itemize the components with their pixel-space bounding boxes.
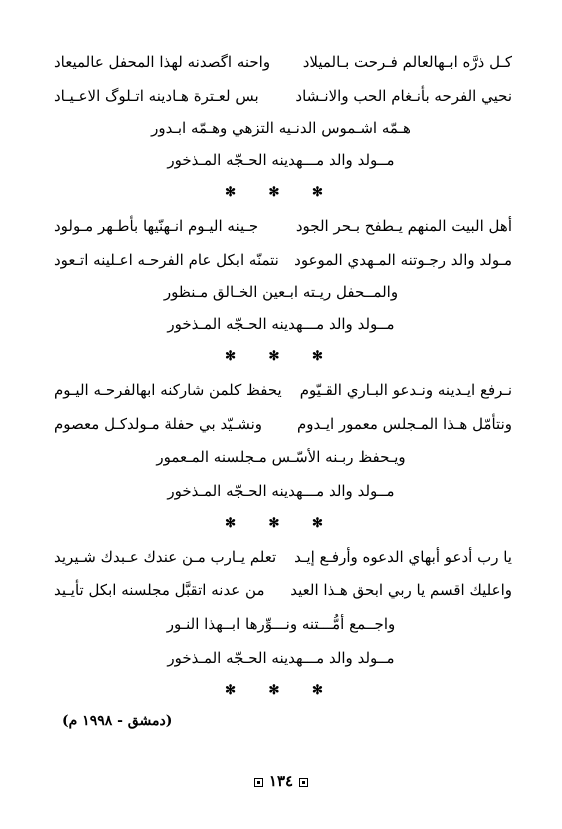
refrain-3-2: مــولد والد مـــهدينه الحـجّه المـذخور (167, 482, 395, 500)
refrain-4-1: واجــمع أمُّـــتنه ونـــوِّرها ابــهذا النـور (166, 615, 396, 633)
page-number-block (0, 772, 562, 790)
refrain-2-2: مــولد والد مـــهدينه الحـجّه المـذخور (167, 315, 395, 333)
couplet-2-2-left: نتمنّه ابكل عام الفرحـه اعـلينه اتـعود (54, 251, 279, 269)
couplet-2-2-right: مـولد والد رجـوتنه المـهدي الموعود (294, 251, 512, 269)
refrain-2-1: والمــحفل ريـته ابـعين الخـالق مـنظور (163, 283, 399, 301)
stanza-separator: ✻ ✻ ✻ (225, 185, 337, 200)
refrain-1-2: مــولد والد مـــهدينه الحـجّه المـذخور (167, 151, 395, 169)
couplet-1-1-left: واحنه اگصدنه لهذا المحفل عالميعاد (54, 53, 271, 71)
couplet-4-2-right: واعليك اقسم يا ربي ابحق هـذا العيد (290, 581, 512, 599)
couplet-3-1-right: نـرفع ايـدينه ونـدعو البـاري القـيّوم (299, 381, 512, 399)
couplet-1-2-right: نحيي الفرحه بأنـغام الحب والانـشاد (295, 87, 512, 105)
couplet-2-1-left: جـينه اليـوم انـهنّيها بأطـهر مـولود (54, 217, 259, 235)
couplet-4-2-left: من عدنه اتقبَّل مجلسنه ابكل تأيـيد (54, 581, 265, 599)
couplet-3-2-right: ونتأمّل هـذا المـجلس معمور ايـدوم (297, 415, 512, 433)
refrain-1-1: هـمّه اشـموس الدنـيه التزهي وهـمّه ابـدور (151, 119, 411, 137)
couplet-4-1-right: يا رب أدعو أبهاي الدعوه وأرفـع إيـد (294, 548, 512, 566)
page-number: ١٣٤ (268, 772, 294, 790)
square-ornament-icon (299, 778, 308, 787)
stanza-separator: ✻ ✻ ✻ (225, 516, 337, 531)
refrain-4-2: مــولد والد مـــهدينه الحـجّه المـذخور (167, 649, 395, 667)
stanza-separator: ✻ ✻ ✻ (225, 349, 337, 364)
couplet-2-1-right: أهل البيت المنهم يـطفح بـحر الجود (295, 217, 512, 235)
refrain-3-1: ويـحفظ ربـنه الأسّـس مـجلسنه المـعمور (156, 448, 406, 466)
couplet-3-2-left: ونشـيّد بي حفلة مـولدكـل معصوم (54, 415, 263, 433)
stanza-separator: ✻ ✻ ✻ (225, 683, 337, 698)
couplet-1-1-right: كـل ذرَّه ابـهالعالم فـرحت بـالميلاد (302, 53, 512, 71)
footer-note: (دمشق - ١٩٩٨ م) (62, 713, 173, 729)
couplet-4-1-left: تعلم يـارب مـن عندك عـبدك شـيريد (54, 548, 277, 566)
square-ornament-icon (254, 778, 263, 787)
couplet-1-2-left: بس لعـترة هـادينه اتـلوگ الاعـيـاد (54, 87, 259, 105)
couplet-3-1-left: يحفظ كلمن شاركنه ابهالفرحـه اليـوم (54, 381, 282, 399)
